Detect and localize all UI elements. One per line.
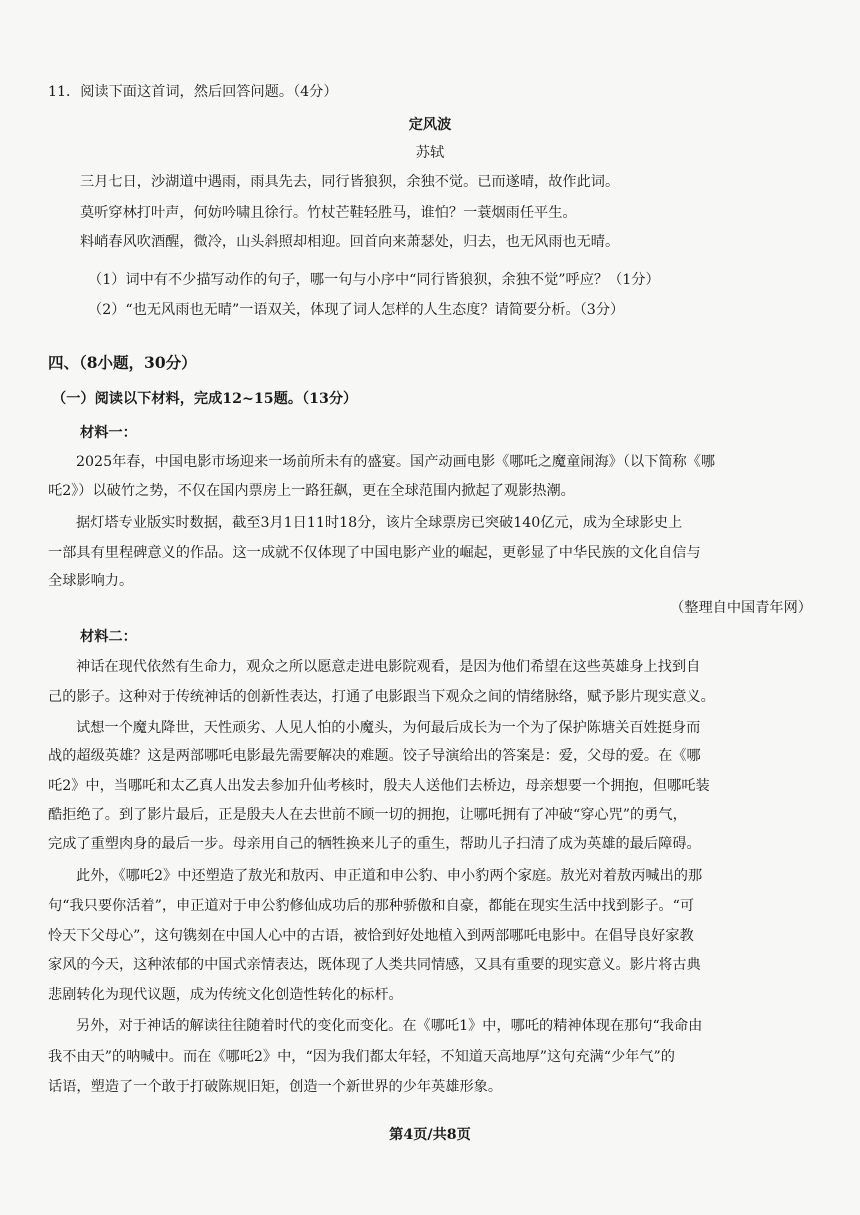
material-1-line: 据灯塔专业版实时数据，截至3月1日11时18分，该片全球票房已突破140亿元，成为全球影史上 — [76, 515, 683, 531]
material-2-line: 我不由天”的呐喊中。而在《哪吒2》中，“因为我们都太年轻，不知道天高地厚”这句充满“少年气”的 — [48, 1049, 675, 1065]
poem-title: 定风波 — [408, 117, 452, 133]
material-2-line: 试想一个魔丸降世，天性顽劣、人见人怕的小魔头，为何最后成长为一个为了保护陈塘关百姓挺身而 — [76, 720, 701, 736]
section-heading: 四、（8小题，30分） — [48, 353, 197, 372]
page-number: 第4页/共8页 — [389, 1127, 471, 1143]
material-1-line: 2025年春，中国电影市场迎来一场前所未有的盛宴。国产动画电影《哪吒之魔童闹海》（以下简称《哪 — [76, 454, 716, 470]
poem-preface: 三月七日，沙湖道中遇雨，雨具先去，同行皆狼狈，余独不觉。已而遂晴，故作此词。 — [80, 174, 620, 190]
material-2-line: 战的超级英雄？这是两部哪吒电影最先需要解决的难题。饺子导演给出的答案是：爱，父母的爱。在《哪 — [48, 748, 701, 764]
material-2-label: 材料二： — [80, 629, 137, 645]
material-2-line: 神话在现代依然有生命力，观众之所以愿意走进电影院观看，是因为他们希望在这些英雄身上找到自 — [76, 659, 701, 675]
material-2-line: 句“我只要你活着”，申正道对于申公豹修仙成功后的那种骄傲和自豪，都能在现实生活中找到影子。“可 — [48, 898, 695, 914]
subquestion-2: （2）“也无风雨也无晴”一语双关，体现了词人怎样的人生态度？请简要分析。（3分） — [88, 302, 625, 318]
question-11-header: 11．阅读下面这首词，然后回答问题。（4分） — [48, 84, 338, 100]
poem-author: 苏轼 — [415, 145, 445, 161]
part-1-header: （一）阅读以下材料，完成12~15题。（13分） — [52, 391, 358, 407]
subquestion-1: （1）词中有不少描写动作的句子，哪一句与小序中“同行皆狼狈，余独不觉”呼应？（1分） — [88, 272, 660, 288]
material-2-line: 完成了重塑肉身的最后一步。母亲用自己的牺牲换来儿子的重生，帮助儿子扫清了成为英雄的最后障碍。 — [48, 836, 701, 852]
material-2-line: 话语，塑造了一个敢于打破陈规旧矩，创造一个新世界的少年英雄形象。 — [48, 1079, 503, 1095]
material-1-line: 吒2》）以破竹之势，不仅在国内票房上一路狂飙，更在全球范围内掀起了观影热潮。 — [48, 483, 575, 499]
material-2-line: 此外，《哪吒2》中还塑造了敖光和敖丙、申正道和申公豹、申小豹两个家庭。敖光对着敖丙喊出的那 — [76, 868, 703, 884]
poem-verse-1: 莫听穿林打叶声，何妨吟啸且徐行。竹杖芒鞋轻胜马，谁怕？一蓑烟雨任平生。 — [80, 205, 577, 221]
material-1-label: 材料一： — [80, 425, 137, 441]
material-2-line: 家风的今天，这种浓郁的中国式亲情表达，既体现了人类共同情感，又具有重要的现实意义。影片将古典 — [48, 957, 701, 973]
material-2-line: 吒2》中，当哪吒和太乙真人出发去参加升仙考核时，殷夫人送他们去桥边，母亲想要一个拥抱，但哪吒装 — [48, 778, 710, 794]
material-1-source: （整理自中国青年网） — [670, 600, 812, 616]
material-2-line: 酷拒绝了。到了影片最后，正是殷夫人在去世前不顾一切的拥抱，让哪吒拥有了冲破“穿心咒”的勇气， — [48, 807, 687, 823]
material-2-line: 己的影子。这种对于传统神话的创新性表达，打通了电影跟当下观众之间的情绪脉络，赋予影片现实意义。 — [48, 689, 715, 705]
material-2-line: 另外，对于神话的解读往往随着时代的变化而变化。在《哪吒1》中，哪吒的精神体现在那句“我命由 — [76, 1018, 703, 1034]
material-2-line: 悲剧转化为现代议题，成为传统文化创造性转化的标杆。 — [48, 987, 403, 1003]
material-1-line: 一部具有里程碑意义的作品。这一成就不仅体现了中国电影产业的崛起，更彰显了中华民族的文化自信与 — [48, 545, 701, 561]
material-1-line: 全球影响力。 — [48, 573, 134, 589]
material-2-line: 怜天下父母心”，这句镌刻在中国人心中的古语，被恰到好处地植入到两部哪吒电影中。在倡导良好家教 — [48, 928, 694, 944]
poem-verse-2: 料峭春风吹酒醒，微冷，山头斜照却相迎。回首向来萧瑟处，归去，也无风雨也无晴。 — [80, 234, 620, 250]
